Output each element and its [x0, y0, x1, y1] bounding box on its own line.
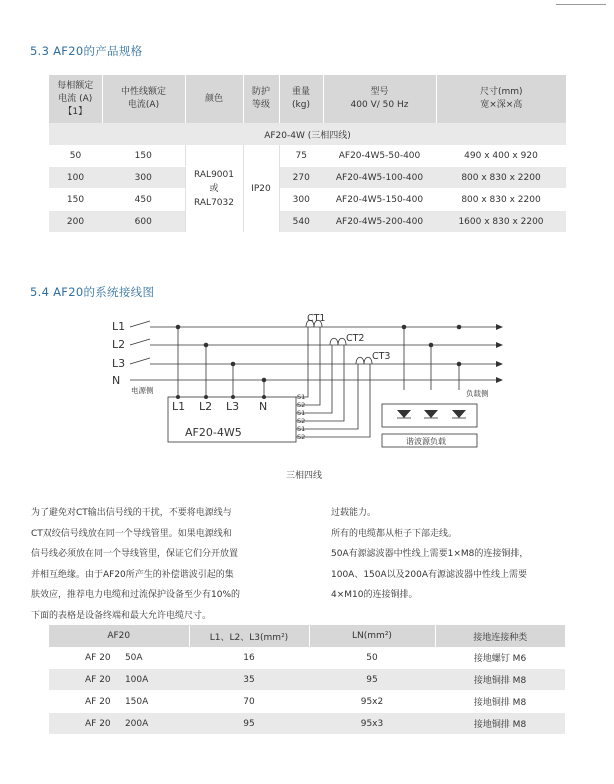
spec-cell: 150: [49, 189, 102, 211]
terminal-row: [49, 669, 565, 691]
paragraph-line: 过载能力。: [331, 508, 377, 518]
ct-terminal: S2: [297, 433, 306, 441]
paragraph-left: [31, 503, 289, 626]
spec-cell: 490 x 400 x 920: [436, 145, 566, 167]
terminal-l1: L1: [172, 400, 186, 413]
terminal-cell: 接地铜排 M8: [435, 669, 565, 691]
device-label: AF20-4W5: [185, 426, 242, 439]
harmonic-load-label: 谐波源负载: [406, 437, 446, 446]
terminal-cell: 接地螺钉 M6: [435, 647, 565, 669]
spec-header: 颜色: [185, 75, 243, 123]
spec-cell: 600: [102, 211, 185, 233]
paragraph-line: 下面的表格是设备终端和最大允许电缆尺寸。: [31, 610, 212, 621]
terminal-header: 接地连接种类: [435, 625, 565, 647]
spec-cell: AF20-4W5-50-400: [323, 145, 436, 167]
bus-label-n: N: [112, 374, 121, 387]
spec-h-phase: 每相额定 电流 (A) 【1】: [57, 80, 94, 117]
terminal-cell: 95x3: [309, 713, 435, 735]
terminal-cell: 接地铜排 M8: [435, 713, 565, 735]
spec-cell: AF20-4W5-100-400: [323, 167, 436, 189]
spec-cell: AF20-4W5-150-400: [323, 189, 436, 211]
paragraph-line: 信号线必须放在同一个导线管里，保证它们分开放置: [31, 549, 239, 559]
section-title-wiring: 5.4 AF20的系统接线图: [30, 285, 155, 299]
terminal-table: [49, 625, 565, 735]
ct2-label: CT2: [346, 333, 365, 344]
terminal-row: [49, 691, 565, 713]
terminal-l3: L3: [226, 400, 240, 413]
terminal-cell: 95: [309, 669, 435, 691]
spec-cell: 300: [279, 189, 323, 211]
diagram-caption: 三相四线: [286, 471, 323, 481]
paragraph-line: 所有的电缆都从柜子下部走线。: [331, 528, 458, 539]
ct1-label: CT1: [307, 313, 326, 324]
spec-cell: 100: [49, 167, 102, 189]
spec-color-cell: RAL9001 或 RAL7032: [185, 145, 243, 233]
ct-terminal: S2: [297, 417, 306, 425]
section-title-specs: 5.3 AF20的产品规格: [30, 44, 143, 58]
spec-cell: 800 x 830 x 2200: [436, 189, 566, 211]
ct-terminal: S2: [297, 401, 306, 409]
terminal-header: LN(mm²): [309, 625, 435, 647]
load-side-label: 负载侧: [466, 389, 489, 398]
spec-header: 中性线额定 电流(A): [102, 75, 185, 123]
terminal-cell: AF 20 100A: [49, 669, 189, 691]
terminal-cell: 16: [189, 647, 309, 669]
spec-cell: 50: [49, 145, 102, 167]
terminal-cell: 95x2: [309, 691, 435, 713]
terminal-cell: 95: [189, 713, 309, 735]
spec-cell: 200: [49, 211, 102, 233]
terminal-cell: AF 20 50A: [49, 647, 189, 669]
spec-header: 重量 (kg): [279, 75, 323, 123]
spec-header: 尺寸(mm) 宽×深×高: [436, 75, 566, 123]
bus-label-l2: L2: [112, 338, 126, 351]
terminal-header: L1、L2、L3(mm²): [189, 625, 309, 647]
bus-label-l3: L3: [112, 357, 126, 370]
terminal-n: N: [259, 400, 268, 413]
paragraph-line: 100A、150A以及200A有源滤波器中性线上需要: [331, 569, 528, 580]
spec-cell: 540: [279, 211, 323, 233]
ct-terminal: S1: [297, 409, 306, 417]
spec-cell: AF20-4W5-200-400: [323, 211, 436, 233]
spec-header: 防护 等级: [243, 75, 279, 123]
terminal-header-row: [49, 625, 565, 647]
ct-terminal: S1: [297, 393, 306, 401]
ct3-label: CT3: [372, 351, 391, 362]
terminal-cell: 35: [189, 669, 309, 691]
terminal-cell: AF 20 200A: [49, 713, 189, 735]
paragraph-line: 4×M10的连接铜排。: [331, 590, 418, 600]
terminal-row: [49, 647, 565, 669]
terminal-cell: 50: [309, 647, 435, 669]
terminal-row: [49, 713, 565, 735]
spec-header: 型号 400 V/ 50 Hz: [323, 75, 436, 123]
spec-cell: 300: [102, 167, 185, 189]
spec-subheader: AF20-4W (三相四线): [49, 123, 566, 145]
bus-label-l1: L1: [112, 320, 126, 333]
terminal-l2: L2: [199, 400, 213, 413]
spec-cell: 450: [102, 189, 185, 211]
paragraph-line: 并相互绝缘。由于AF20所产生的补偿谐波引起的集: [31, 569, 234, 580]
ct-terminal: S1: [297, 425, 306, 433]
spec-cell: 150: [102, 145, 185, 167]
paragraph-line: 50A有源滤波器中性线上需要1×M8的连接铜排，: [331, 549, 529, 559]
paragraph-line: 为了避免对CT输出信号线的干扰，不要将电源线与: [31, 508, 232, 518]
spec-cell: 75: [279, 145, 323, 167]
spec-cell: 800 x 830 x 2200: [436, 167, 566, 189]
spec-cell: 270: [279, 167, 323, 189]
terminal-header: AF20: [49, 625, 189, 647]
paragraph-line: 肤效应，推荐电力电缆和过流保护设备至少有10%的: [31, 590, 241, 600]
terminal-cell: 70: [189, 691, 309, 713]
terminal-cell: AF 20 150A: [49, 691, 189, 713]
spec-protection-cell: IP20: [243, 145, 279, 233]
source-side-label: 电源侧: [131, 386, 154, 395]
paragraph-right: [331, 503, 593, 606]
paragraph-line: CT双绞信号线放在同一个导线管里。如果电源线和: [31, 528, 232, 539]
terminal-cell: 接地铜排 M8: [435, 691, 565, 713]
spec-cell: 1600 x 830 x 2200: [436, 211, 566, 233]
